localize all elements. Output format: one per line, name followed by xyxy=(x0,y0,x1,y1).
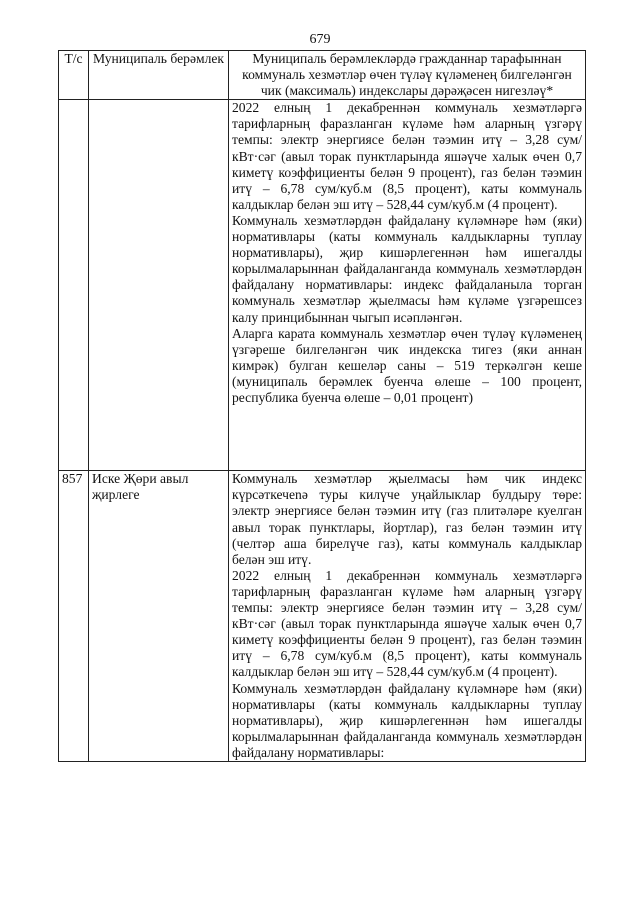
row-number: 857 xyxy=(59,471,89,762)
header-number: Т/с xyxy=(59,51,89,100)
table-header-row xyxy=(59,51,586,100)
row-number xyxy=(59,100,89,471)
row-description xyxy=(229,100,586,471)
header-description: Муниципаль берәмлекләрдә гражданнар тарафыннан коммуналь хезмәтләр өчен түләү күләменең билгеләнгән чик (максималь) индекслары дәрәҗәсен нигезләү* xyxy=(229,51,586,100)
description-paragraph: 2022 елның 1 декабреннән коммуналь хезмәтләргә тарифларның фаразланган күләме һәм аларның үзгәрү темпы: электр энергиясе белән тәэмин итү – 3,28 сум/кВт·сәг (авыл торак пунктларында яшәүче халык өчен 0,7 киметү коэффициенты белән 9 процент), газ белән тәэмин итү – 6,78 сум/куб.м (8,5 процент), каты коммуналь калдыклар белән эш итү – 528,44 сум/куб.м (4 процент). xyxy=(232,567,582,680)
description-paragraph: Коммуналь хезмәтләр җыелмасы һәм чик индекс күрсәткечenә туры килүче уңайлыклар булдыру төре: электр энергиясе белән тәэмин итү (газ плитәләре куелган авыл торак пунктлары, йортлар), газ белән тәэмин итү (челтәр аша бирелүче газ), каты коммуналь калдыклар белән эш итү. xyxy=(232,471,582,567)
table-row xyxy=(59,100,586,471)
description-paragraph: Аларга карата коммуналь хезмәтләр өчен түләү күләменең үзгәреше билгеләнгән чик индекска тигез (яки аннан кимрәк) булган кешеләр саны – 519 теркәлгән кеше (муниципаль берәмлек буенча өлеше – 100 процент, республика буенча өлеше – 0,01 процент) xyxy=(232,325,582,405)
description-paragraph: Коммуналь хезмәтләрдән файдалану күләмнәре һәм (яки) нормативлары (каты коммуналь калдыкларны туплау нормативлары), җир кишәрлегеннән һәм ишегалды корылмаларыннан файдаланганда коммуналь хезмәтләрдән файдалану нормативлары: xyxy=(232,680,582,760)
row-description xyxy=(229,471,586,762)
description-paragraph: Коммуналь хезмәтләрдән файдалану күләмнәре һәм (яки) нормативлары (каты коммуналь калдыкларны туплау нормативлары), җир кишәрлегеннән һәм ишегалды корылмаларыннан файдаланганда коммуналь хезмәтләрдән файдалану нормативлары: индекс файдаланыла торган коммуналь хезмәтләр җыелмасы һәм күләме үзгәрешсез калу принцибыннан чыгып исәпләнгән. xyxy=(232,212,582,325)
tariff-index-table xyxy=(58,50,586,762)
table-row xyxy=(59,471,586,762)
description-paragraph: 2022 елның 1 декабреннән коммуналь хезмәтләргә тарифларның фаразланган күләме һәм аларның үзгәрү темпы: электр энергиясе белән тәэмин итү – 3,28 сум/кВт·сәг (авыл торак пунктларында яшәүче халык өчен 0,7 киметү коэффициенты белән 9 процент), газ белән тәэмин итү – 6,78 сум/куб.м (8,5 процент), каты коммуналь калдыклар белән эш итү – 528,44 сум/куб.м (4 процент). xyxy=(232,100,582,212)
row-municipality xyxy=(89,100,229,471)
row-municipality: Иске Җөри авыл җирлеге xyxy=(89,471,229,762)
page-number: 679 xyxy=(309,32,331,47)
header-municipality: Муниципаль берәмлек xyxy=(89,51,229,100)
